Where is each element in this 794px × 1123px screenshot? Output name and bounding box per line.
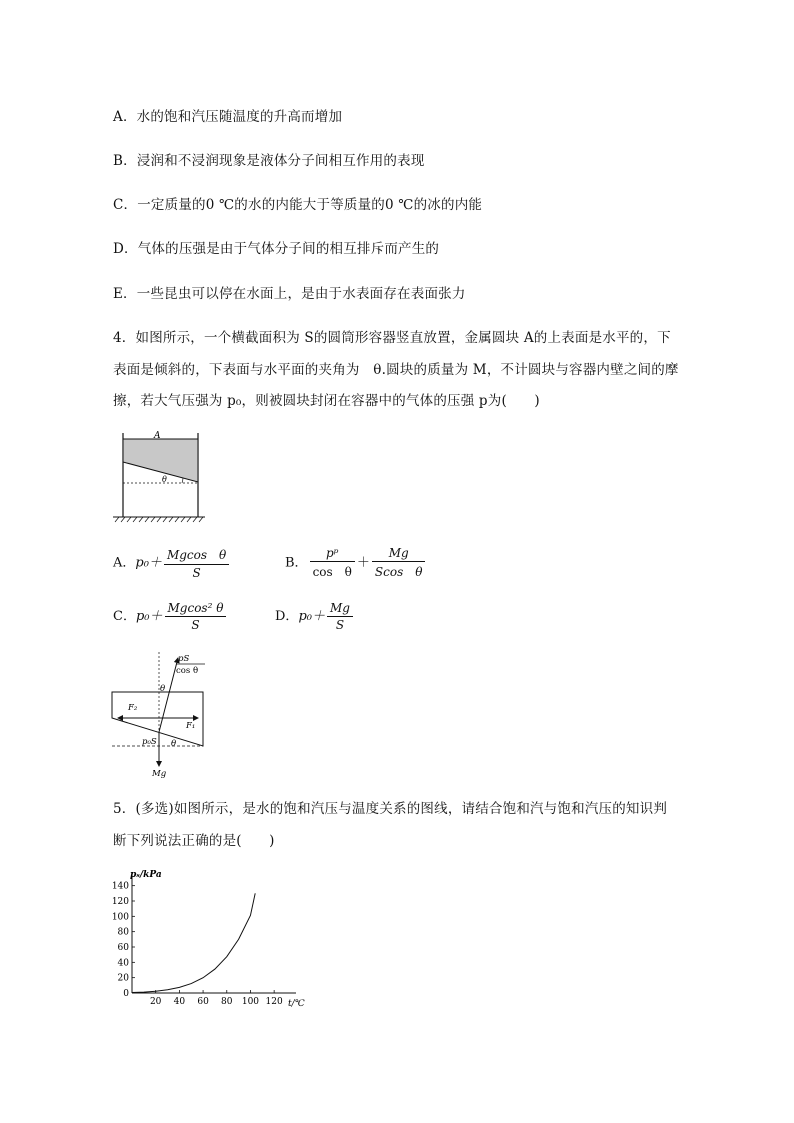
option-e: E．一些昆虫可以停在水面上，是由于水表面存在表面张力	[113, 286, 466, 302]
q4-option-a-pre: p₀＋	[135, 555, 162, 571]
x-tick-label: 20	[149, 997, 162, 1007]
mg-label: Mg	[152, 769, 167, 779]
x-tick-label: 100	[241, 997, 260, 1007]
q4-stem-line3: 擦，若大气压强为 p₀，则被圆块封闭在容器中的气体的压强 p为( )	[113, 393, 540, 409]
q4-option-b-den1: cos θ	[310, 561, 355, 580]
q4-option-b-plus: ＋	[356, 555, 370, 571]
q4-option-d	[275, 601, 355, 632]
q4-option-a	[113, 546, 231, 580]
ps-label: pS	[178, 654, 190, 664]
theta-label: θ	[162, 475, 167, 484]
x-tick-label: 80	[221, 997, 233, 1007]
option-c: C．一定质量的0 ℃的水的内能大于等质量的0 ℃的冰的内能	[113, 197, 483, 213]
x-tick-label: 40	[173, 997, 186, 1007]
y-tick-label: 20	[117, 973, 129, 984]
q4-option-c	[113, 601, 228, 632]
q4-option-b-num2: Mg	[388, 546, 409, 560]
option-d: D．气体的压强是由于气体分子间的相互排斥而产生的	[113, 241, 440, 257]
x-axis-label: t/℃	[288, 999, 305, 1008]
q4-option-c-num: Mgcos² θ	[167, 601, 224, 615]
q4-option-b	[285, 546, 427, 580]
q4-option-b-den2: Scos θ	[372, 561, 426, 580]
q5-stem-line1: 5．(多选)如图所示，是水的饱和汽压与温度关系的图线，请结合饱和汽与饱和汽压的知识判	[113, 801, 668, 817]
y-tick-label: 80	[117, 927, 129, 938]
q5-stem-line2: 断下列说法正确的是( )	[113, 833, 275, 849]
q4-option-b-letter: B．	[285, 555, 308, 571]
option-b: B．浸润和不浸润现象是液体分子间相互作用的表现	[113, 153, 425, 169]
y-tick-label: 0	[123, 989, 129, 999]
q4-option-a-letter: A．	[113, 555, 136, 571]
q4-option-d-den: S	[327, 616, 353, 632]
theta-bottom-label: θ	[171, 739, 177, 749]
y-tick-label: 60	[117, 943, 129, 953]
block-a-label: A	[154, 431, 161, 441]
vapor-pressure-curve	[132, 893, 255, 992]
q4-stem-line2: 表面是倾斜的，下表面与水平面的夹角为 θ.圆块的质量为 M，不计圆块与容器内壁之间的摩	[113, 362, 679, 378]
q4-option-d-num: Mg	[329, 601, 350, 615]
q4-stem-line1: 4．如图所示，一个横截面积为 S的圆筒形容器竖直放置，金属圆块 A的上表面是水平的，下	[113, 330, 671, 346]
x-tick-label: 120	[265, 997, 283, 1007]
vapor-pressure-chart	[108, 866, 318, 1008]
q4-option-c-pre: p₀＋	[135, 609, 163, 624]
f1-label: F₁	[186, 721, 196, 731]
q4-option-d-pre: p₀＋	[298, 609, 325, 624]
container-figure	[110, 425, 210, 525]
y-axis-label: pₛ/kPa	[130, 870, 162, 880]
q4-option-c-letter: C．	[113, 609, 136, 624]
y-tick-label: 100	[111, 912, 129, 923]
theta-top-label: θ	[160, 684, 166, 694]
y-tick-label: 140	[111, 881, 129, 892]
force-diagram	[108, 648, 218, 780]
q4-option-a-num: Mgcos θ	[166, 548, 227, 562]
option-a: A．水的饱和汽压随温度的升高而增加	[113, 109, 343, 125]
p0s-label: p₀S	[142, 737, 157, 747]
f2-label: F₂	[128, 703, 138, 713]
q4-option-a-den: S	[164, 564, 229, 580]
q4-option-d-letter: D．	[275, 609, 299, 624]
x-tick-label: 60	[197, 997, 209, 1007]
y-tick-label: 120	[111, 897, 129, 907]
q4-option-c-den: S	[165, 616, 227, 632]
cos-theta-label: cos θ	[176, 666, 199, 676]
y-tick-label: 40	[117, 958, 129, 969]
q4-option-b-num1: pᵖ	[325, 546, 339, 560]
